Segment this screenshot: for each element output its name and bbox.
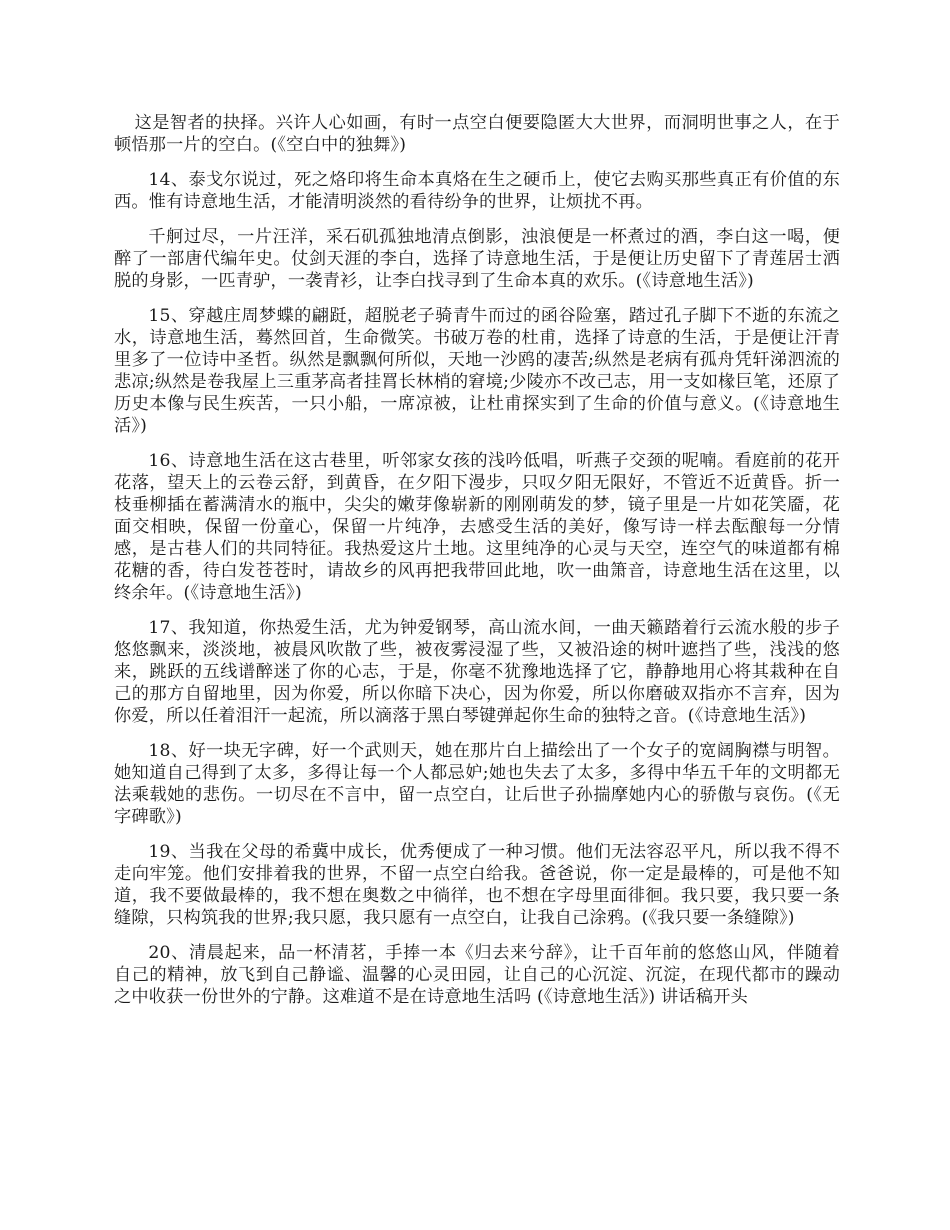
paragraph-18: 18、好一块无字碑，好一个武则天，她在那片白上描绘出了一个女子的宽阔胸襟与明智。她知道自己得到了太多，多得让每一个人都忌妒;她也失去了太多，多得中华五千年的文明都无法乘载她的悲伤。一切尽在不言中，留一点空白，让后世子孙揣摩她内心的骄傲与哀伤。(《无字碑歌》) [114,741,840,827]
paragraph-14: 14、泰戈尔说过，死之烙印将生命本真烙在生之硬币上，使它去购买那些真正有价值的东西。惟有诗意地生活，才能清明淡然的看待纷争的世界，让烦扰不再。 [114,170,840,212]
paragraph-16: 16、诗意地生活在这古巷里，听邻家女孩的浅吟低唱，听燕子交颈的呢喃。看庭前的花开花落，望天上的云卷云舒，到黄昏，在夕阳下漫步，只叹夕阳无限好，不管近不近黄昏。折一枝垂柳插在蓄满清水的瓶中，尖尖的嫩芽像崭新的刚刚萌发的梦，镜子里是一片如花笑靥，花面交相映，保留一份童心，保留一片纯净，去感受生活的美好，像写诗一样去酝酿每一分情感，是古巷人们的共同特征。我热爱这片土地。这里纯净的心灵与天空，连空气的味道都有棉花糖的香，待白发苍苍时，请故乡的风再把我带回此地，吹一曲箫音，诗意地生活在这里，以终余年。(《诗意地生活》) [114,451,840,603]
paragraph-14-continued: 千舸过尽，一片汪洋，采石矶孤独地清点倒影，浊浪便是一杯煮过的酒，李白这一喝，便醉了一部唐代编年史。仗剑天涯的李白，选择了诗意地生活，于是便让历史留下了青莲居士洒脱的身影，一匹青驴，一袭青衫，让李白找寻到了生命本真的欢乐。(《诗意地生活》) [114,227,840,291]
paragraph-17: 17、我知道，你热爱生活，尤为钟爱钢琴，高山流水间，一曲天籁踏着行云流水般的步子悠悠飘来，淡淡地，被晨风吹散了些，被夜雾浸湿了些，又被沿途的树叶遮挡了些，浅浅的悠来，跳跃的五线谱醉迷了你的心志，于是，你毫不犹豫地选择了它，静静地用心将其栽种在自己的那方自留地里，因为你爱，所以你暗下决心，因为你爱，所以你磨破双指亦不言弃，因为你爱，所以任着泪汗一起流，所以滴落于黑白琴键弹起你生命的独特之音。(《诗意地生活》) [114,618,840,726]
document-page [114,112,840,1021]
paragraph-20: 20、清晨起来，品一杯清茗，手捧一本《归去来兮辞》，让千百年前的悠悠山风，伴随着自己的精神，放飞到自己静谧、温馨的心灵田园，让自己的心沉淀、沉淀，在现代都市的躁动之中收获一份世外的宁静。这难道不是在诗意地生活吗 (《诗意地生活》) 讲话稿开头 [114,943,840,1007]
paragraph-15: 15、穿越庄周梦蝶的翩跹，超脱老子骑青牛而过的函谷险塞，踏过孔子脚下不逝的东流之水，诗意地生活，蓦然回首，生命微笑。书破万卷的杜甫，选择了诗意的生活，于是便让汗青里多了一位诗中圣哲。纵然是飘飘何所似，天地一沙鸥的凄苦;纵然是老病有孤舟凭轩涕泗流的悲凉;纵然是卷我屋上三重茅高者挂罥长林梢的窘境;少陵亦不改己志，用一支如椽巨笔，还原了历史本像与民生疾苦，一只小船，一席凉被，让杜甫探实到了生命的价值与意义。(《诗意地生活》) [114,306,840,436]
paragraph-19: 19、当我在父母的希冀中成长，优秀便成了一种习惯。他们无法容忍平凡，所以我不得不走向牢笼。他们安排着我的世界，不留一点空白给我。爸爸说，你一定是最棒的，可是他不知道，我不要做最棒的，我不想在奥数之中徜徉，也不想在字母里面徘徊。我只要，我只要一条缝隙，只构筑我的世界;我只愿，我只愿有一点空白，让我自己涂鸦。(《我只要一条缝隙》) [114,842,840,928]
paragraph-intro: 这是智者的抉择。兴许人心如画，有时一点空白便要隐匿大大世界，而洞明世事之人，在于顿悟那一片的空白。(《空白中的独舞》) [114,113,840,155]
